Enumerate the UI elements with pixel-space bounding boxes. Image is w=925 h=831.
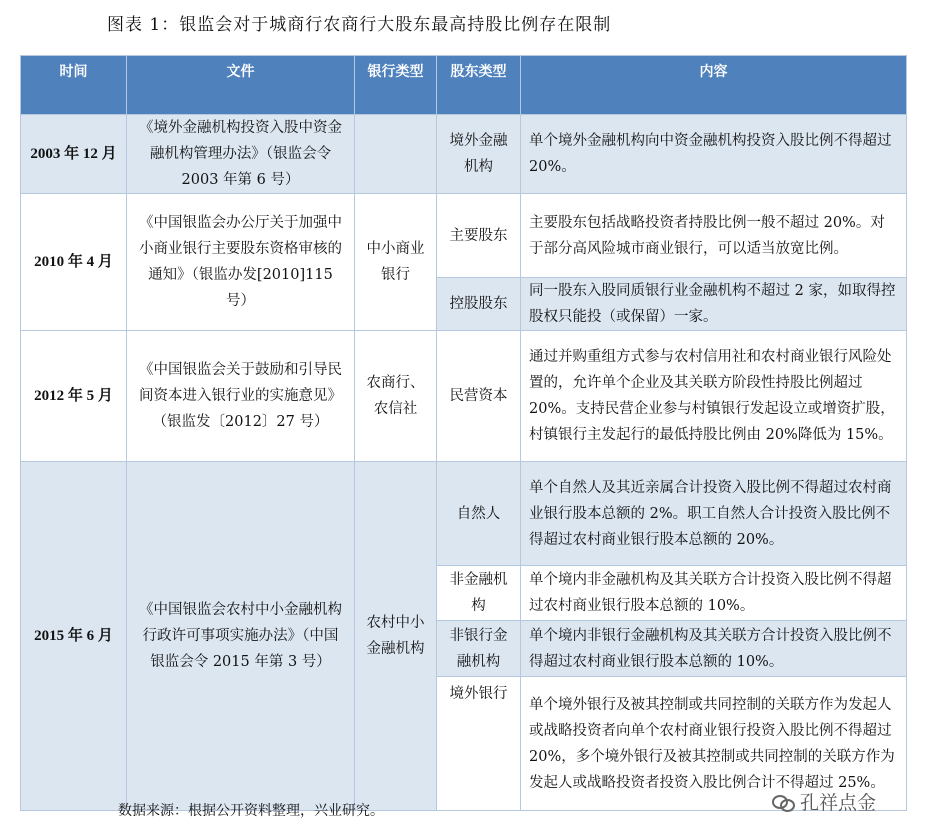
- cell-shareholder-type: 非银行金融机构: [437, 621, 521, 677]
- cell-shareholder-type: 非金融机构: [437, 566, 521, 621]
- cell-shareholder-type: 境外金融机构: [437, 115, 521, 194]
- table-row: [21, 115, 907, 194]
- cell-shareholder-type: 自然人: [437, 462, 521, 566]
- cell-content: 单个境外银行及被其控制或共同控制的关联方作为发起人或战略投资者向单个农村商业银行投资入股比例不得超过 20%，多个境外银行及被其控制或共同控制的关联方作为发起人或战略投资者投资入股比例合计不得超过 25%。: [521, 677, 907, 811]
- cell-content: 单个自然人及其近亲属合计投资入股比例不得超过农村商业银行股本总额的 2%。职工自然人合计投资入股比例不得超过农村商业银行股本总额的 20%。: [521, 462, 907, 566]
- table-row: [21, 331, 907, 462]
- figure-title: 图表 1：银监会对于城商行农商行大股东最高持股比例存在限制: [107, 15, 612, 35]
- table-row: [21, 462, 907, 566]
- cell-bank: 农村中小金融机构: [355, 462, 437, 811]
- policy-table: [20, 55, 907, 811]
- data-source-note: 数据来源：根据公开资料整理，兴业研究。: [118, 803, 384, 819]
- header-row: [21, 56, 907, 115]
- cell-content: 单个境外金融机构向中资金融机构投资入股比例不得超过 20%。: [521, 115, 907, 194]
- cell-doc: 《中国银监会农村中小金融机构行政许可事项实施办法》（中国银监会令 2015 年第 3 号）: [127, 462, 355, 811]
- cell-doc: 《中国银监会办公厅关于加强中小商业银行主要股东资格审核的通知》（银监办发[2010]115 号）: [127, 194, 355, 331]
- cell-bank: [355, 115, 437, 194]
- header-bank: 银行类型: [355, 56, 437, 115]
- cell-content: 同一股东入股同质银行业金融机构不超过 2 家，如取得控股权只能投（或保留）一家。: [521, 278, 907, 331]
- cell-shareholder-type: 控股股东: [437, 278, 521, 331]
- cell-content: 主要股东包括战略投资者持股比例一般不超过 20%。对于部分高风险城市商业银行，可以适当放宽比例。: [521, 194, 907, 278]
- watermark: [772, 788, 876, 815]
- cell-content: 通过并购重组方式参与农村信用社和农村商业银行风险处置的，允许单个企业及其关联方阶段性持股比例超过 20%。支持民营企业参与村镇银行发起设立或增资扩股，村镇银行主发起行的最低持股比例由 20%降低为 15%。: [521, 331, 907, 462]
- table-row: [21, 194, 907, 278]
- header-time: 时间: [21, 56, 127, 115]
- cell-bank: 农商行、农信社: [355, 331, 437, 462]
- cell-shareholder-type: 主要股东: [437, 194, 521, 278]
- cell-time: 2003 年 12 月: [21, 115, 127, 194]
- cell-time: 2010 年 4 月: [21, 194, 127, 331]
- header-doc: 文件: [127, 56, 355, 115]
- cell-doc: 《中国银监会关于鼓励和引导民间资本进入银行业的实施意见》（银监发〔2012〕27 号）: [127, 331, 355, 462]
- cell-shareholder-type: 境外银行: [437, 677, 521, 811]
- cell-content: 单个境内非金融机构及其关联方合计投资入股比例不得超过农村商业银行股本总额的 10%。: [521, 566, 907, 621]
- cell-content: 单个境内非银行金融机构及其关联方合计投资入股比例不得超过农村商业银行股本总额的 10%。: [521, 621, 907, 677]
- header-stype: 股东类型: [437, 56, 521, 115]
- cell-shareholder-type: 民营资本: [437, 331, 521, 462]
- cell-doc: 《境外金融机构投资入股中资金融机构管理办法》（银监会令 2003 年第 6 号）: [127, 115, 355, 194]
- watermark-text: 孔祥点金: [800, 792, 877, 814]
- cell-time: 2015 年 6 月: [21, 462, 127, 811]
- cell-bank: 中小商业银行: [355, 194, 437, 331]
- header-content: 内容: [521, 56, 907, 115]
- cell-time: 2012 年 5 月: [21, 331, 127, 462]
- wechat-icon: [772, 793, 794, 811]
